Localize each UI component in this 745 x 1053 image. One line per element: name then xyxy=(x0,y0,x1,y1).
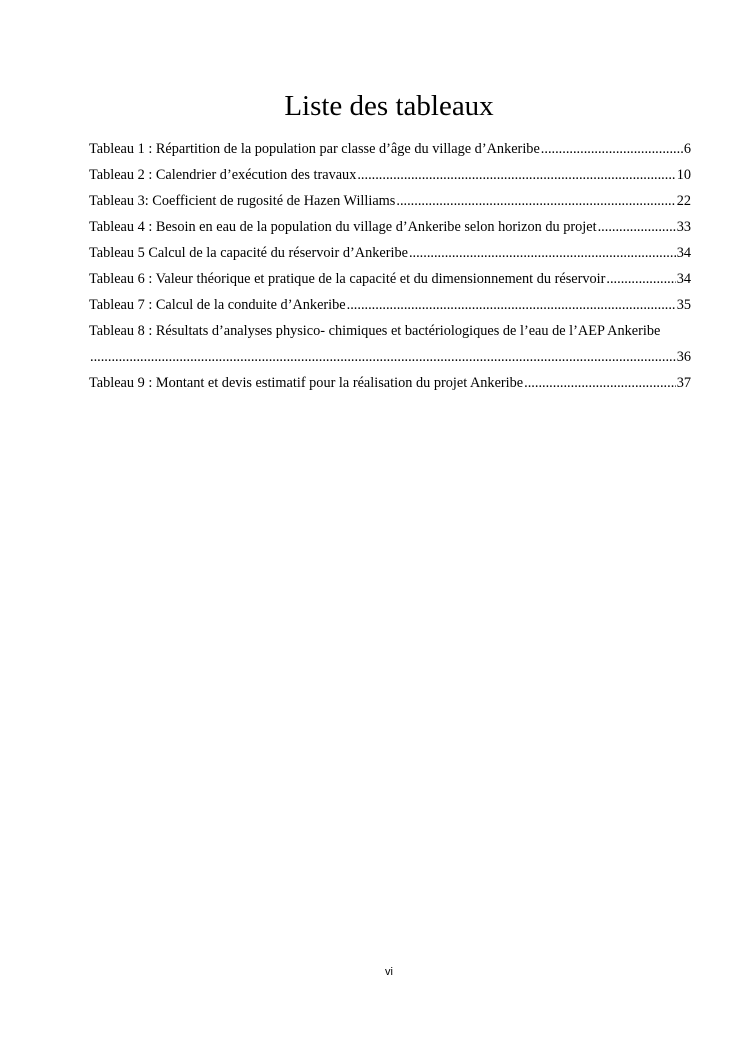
toc-entry-label: Tableau 8 : Résultats d’analyses physico- chimiques et bactériologiques de l’eau de l’AEP Ankeribe xyxy=(89,323,661,339)
toc-entry-label: Tableau 3: Coefficient de rugosité de Hazen Williams xyxy=(89,193,396,209)
toc-entry-tableau-7[interactable] xyxy=(89,296,691,322)
dot-leader xyxy=(524,374,676,393)
dot-leader xyxy=(409,244,676,263)
toc-entry-tableau-8[interactable] xyxy=(89,322,691,374)
toc-entry-tableau-4[interactable] xyxy=(89,218,691,244)
toc-entry-page: 10 xyxy=(676,167,691,183)
dot-leader xyxy=(396,192,675,211)
toc-entry-tableau-6[interactable] xyxy=(89,270,691,296)
toc-entry-tableau-9[interactable] xyxy=(89,374,691,400)
toc-entry-page: 6 xyxy=(683,141,691,157)
toc-entry-tableau-5[interactable] xyxy=(89,244,691,270)
toc-entry-tableau-1[interactable] xyxy=(89,140,691,166)
toc-entry-label: Tableau 6 : Valeur théorique et pratique de la capacité et du dimensionnement du réservoir xyxy=(89,271,606,287)
page-number: vi xyxy=(385,966,393,978)
dot-leader xyxy=(598,218,676,237)
toc-entry-label: Tableau 4 : Besoin en eau de la population du village d’Ankeribe selon horizon du projet xyxy=(89,219,597,235)
toc-entry-page: 34 xyxy=(676,245,691,261)
page-title: Liste des tableaux xyxy=(284,90,494,122)
toc-entry-page: 33 xyxy=(676,219,691,235)
toc-entry-tableau-3[interactable] xyxy=(89,192,691,218)
toc-entry-page: 22 xyxy=(676,193,691,209)
toc-entry-continuation xyxy=(89,348,691,374)
toc-entry-tableau-2[interactable] xyxy=(89,166,691,192)
toc-entry-label: Tableau 9 : Montant et devis estimatif pour la réalisation du projet Ankeribe xyxy=(89,375,524,391)
toc-entry-label: Tableau 5 Calcul de la capacité du réservoir d’Ankeribe xyxy=(89,245,408,261)
toc-entry-page: 34 xyxy=(676,271,691,287)
dot-leader xyxy=(347,296,676,315)
dot-leader xyxy=(357,166,675,185)
toc-entry-label: Tableau 1 : Répartition de la population par classe d’âge du village d’Ankeribe xyxy=(89,141,540,157)
dot-leader xyxy=(541,140,683,159)
toc-entry-page: 37 xyxy=(676,375,691,391)
toc-entry-page: 35 xyxy=(676,297,691,313)
toc-entry-label: Tableau 7 : Calcul de la conduite d’Ankeribe xyxy=(89,297,346,313)
dot-leader xyxy=(90,348,676,367)
table-list xyxy=(89,140,691,400)
dot-leader xyxy=(606,270,675,289)
toc-entry-label: Tableau 2 : Calendrier d’exécution des travaux xyxy=(89,167,357,183)
toc-entry-page: 36 xyxy=(676,349,691,365)
